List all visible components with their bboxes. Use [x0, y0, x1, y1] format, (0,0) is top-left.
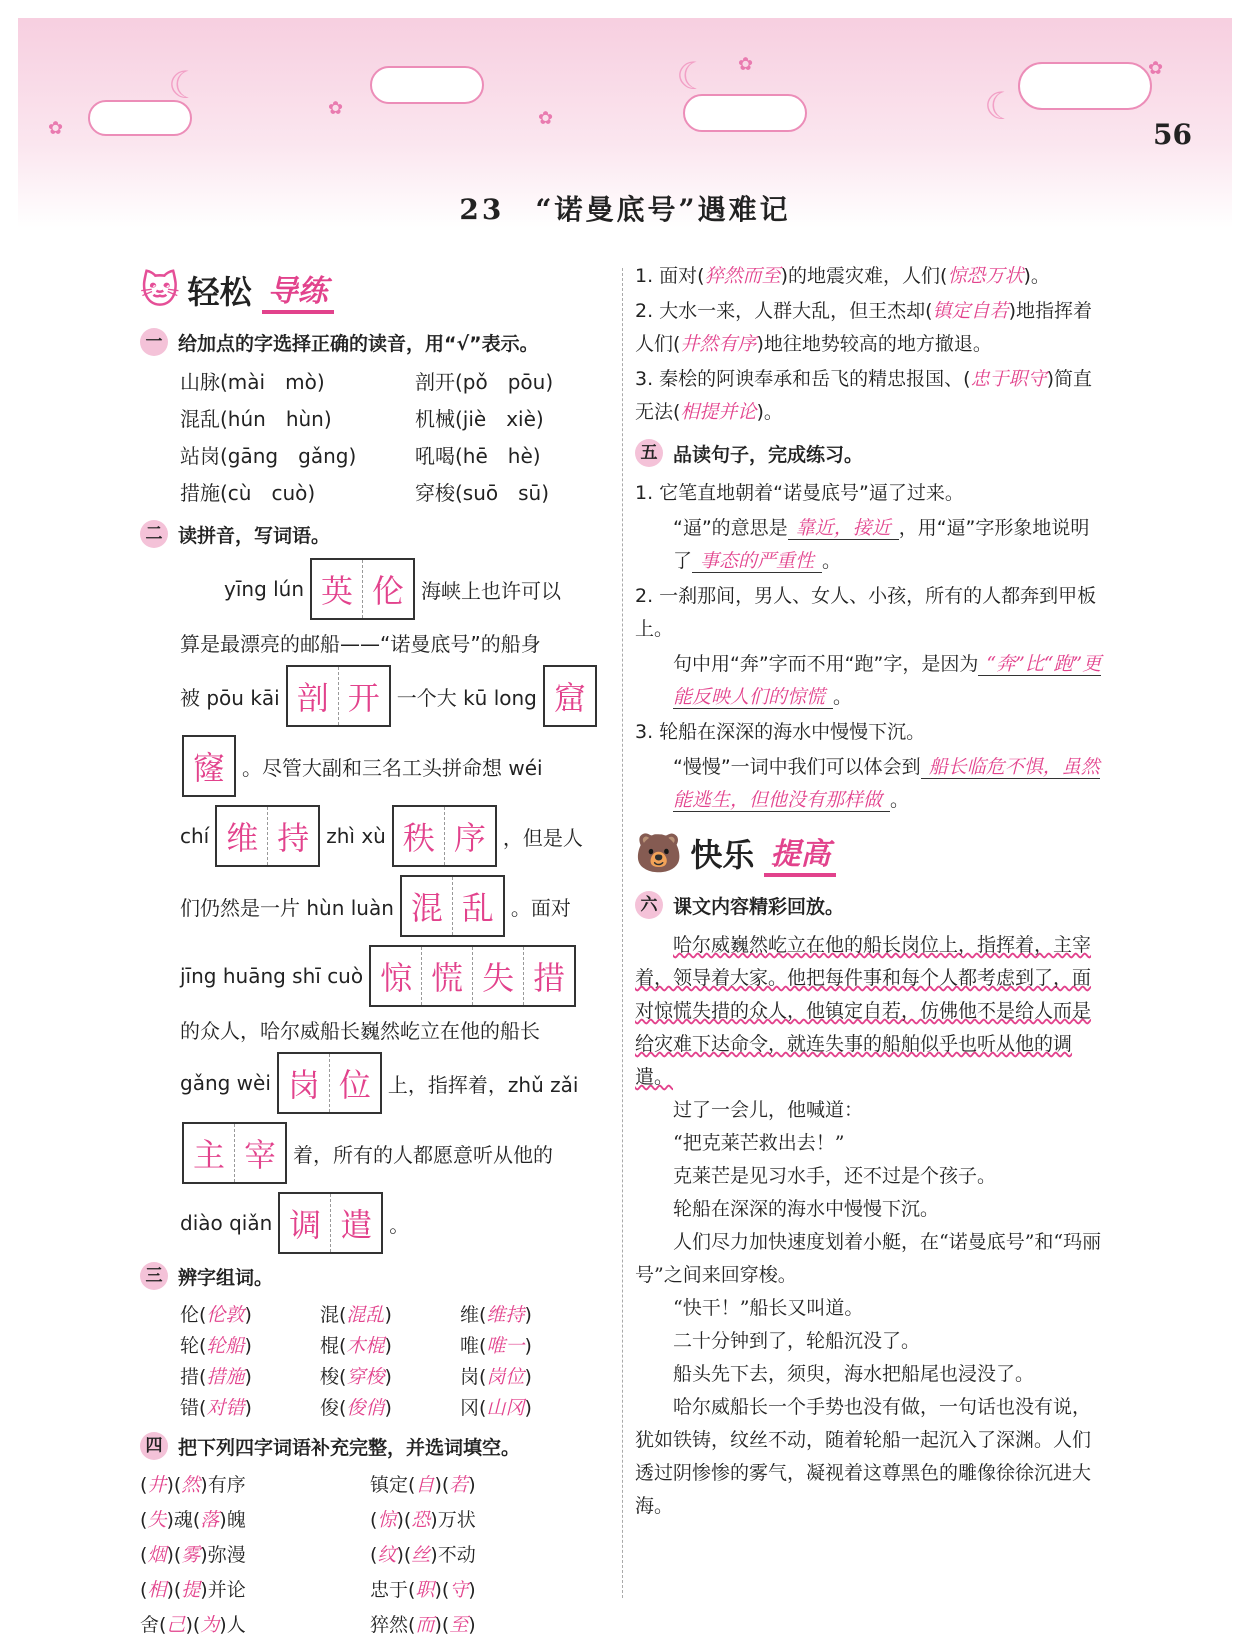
text: 。 — [890, 789, 910, 811]
answer: 穿梭 — [346, 1366, 385, 1388]
char: 宰 — [243, 1136, 276, 1174]
char: 失 — [473, 947, 524, 1005]
text: ，用“逼”字形象地说明了 — [673, 517, 1090, 572]
fill-sentence — [635, 363, 1105, 429]
char: 开 — [347, 679, 380, 717]
moon-icon: ☾ — [676, 54, 711, 98]
char-grid — [310, 558, 415, 620]
answer: 然 — [181, 1474, 201, 1496]
paragraph: 船头先下去，须臾，海水把船尾也浸没了。 — [673, 1363, 1035, 1385]
text: )并论 — [200, 1579, 246, 1601]
paren: ) — [244, 1397, 252, 1419]
idiom-item — [370, 1575, 600, 1602]
char-prefix: 俊( — [320, 1397, 347, 1419]
question: 3. 轮船在深深的海水中慢慢下沉。 — [635, 721, 926, 743]
page-number: 56 — [1153, 118, 1192, 151]
paragraph: 人们尽力加快速度划着小艇，在“诺曼底号”和“玛丽号”之间来回穿梭。 — [635, 1231, 1102, 1286]
idiom-item — [370, 1505, 600, 1532]
text: 舍( — [140, 1614, 167, 1636]
paren: ) — [524, 1397, 532, 1419]
answer: 木棍 — [346, 1335, 385, 1357]
text: ) — [468, 1614, 476, 1636]
text: )不动 — [430, 1544, 476, 1566]
question: 2. 一刹那间，男人、女人、小孩，所有的人都奔到甲板上。 — [635, 585, 1097, 640]
answer: 相 — [147, 1579, 167, 1601]
paren: ) — [524, 1366, 532, 1388]
answer: 混乱 — [346, 1304, 385, 1326]
distinguish-item — [460, 1331, 600, 1358]
paren: ) — [384, 1397, 392, 1419]
text: )( — [396, 1544, 412, 1566]
text: diào qiǎn — [180, 1211, 273, 1235]
answer: 事态的严重性 — [692, 550, 822, 573]
star-icon: ✿ — [738, 54, 754, 75]
section-1-heading — [140, 328, 610, 356]
section-4-heading — [140, 1432, 610, 1460]
char-prefix: 伦( — [180, 1304, 207, 1326]
text: 镇定( — [370, 1474, 416, 1496]
answer: 惊恐万状 — [947, 265, 1024, 287]
idiom-item — [370, 1470, 600, 1497]
section-title: 把下列四字词语补充完整，并选词填空。 — [178, 1436, 521, 1459]
answer: 为 — [200, 1614, 220, 1636]
answer: 维持 — [486, 1304, 525, 1326]
answer: 措施 — [206, 1366, 245, 1388]
text: )( — [185, 1614, 201, 1636]
section-title: 读拼音，写词语。 — [178, 524, 331, 547]
idiom-item — [140, 1575, 370, 1602]
text: )( — [166, 1474, 182, 1496]
text: 上，指挥着，zhǔ zǎi — [387, 1072, 579, 1097]
text: )人 — [219, 1614, 246, 1636]
moon-icon: ☾ — [168, 63, 203, 107]
right-column — [635, 260, 1105, 1523]
banner-title-b: 导练 — [262, 266, 334, 314]
answer: 守 — [449, 1579, 469, 1601]
char-distinguish-list — [140, 1300, 610, 1420]
text: “逼”的意思是 — [673, 517, 788, 539]
char: 主 — [184, 1124, 235, 1182]
char: 剖 — [288, 667, 339, 725]
section-title: 课文内容精彩回放。 — [673, 895, 845, 918]
section-number: 六 — [635, 891, 663, 919]
text: 被 pōu kāi — [180, 685, 280, 710]
answer: 唯一 — [486, 1335, 525, 1357]
answer: 失 — [147, 1509, 167, 1531]
char-grid — [277, 1052, 382, 1114]
char-prefix: 错( — [180, 1397, 207, 1419]
char: 岗 — [279, 1054, 330, 1112]
text: 2. 大水一来，人群大乱，但王杰却( — [635, 300, 933, 322]
lesson-title: 23 “诺曼底号”遇难记 — [459, 193, 791, 226]
paragraph: “快干！”船长又叫道。 — [673, 1297, 864, 1319]
banner-title-a: 轻松 — [187, 273, 252, 311]
text: jīng huāng shī cuò — [180, 964, 364, 988]
text: ( — [140, 1544, 148, 1566]
answer: “奔”比“跑”更能反映人们的惊慌 — [673, 653, 1102, 708]
text: gǎng wèi — [180, 1071, 271, 1095]
char: 混 — [402, 877, 453, 935]
answer: 若 — [449, 1474, 469, 1496]
text: 算是最漂亮的邮船——“诺曼底号”的船身 — [180, 632, 541, 656]
distinguish-item — [320, 1300, 460, 1327]
distinguish-item — [320, 1393, 460, 1420]
distinguish-item — [180, 1362, 320, 1389]
paragraph: 轮船在深深的海水中慢慢下沉。 — [673, 1198, 940, 1220]
paren: ) — [384, 1304, 392, 1326]
text: 。 — [822, 550, 842, 572]
idiom-item — [370, 1540, 600, 1567]
char-grid — [278, 1192, 383, 1254]
idiom-list — [140, 1470, 610, 1637]
section-3-heading — [140, 1262, 610, 1290]
cloud-decoration — [370, 66, 484, 104]
text: )( — [166, 1579, 182, 1601]
answer: 忠于职守 — [970, 368, 1047, 390]
char: 窿 — [192, 749, 225, 787]
distinguish-item — [460, 1362, 600, 1389]
section-number: 四 — [140, 1432, 168, 1460]
answer: 丝 — [411, 1544, 431, 1566]
text: 1. 面对( — [635, 265, 705, 287]
answer: 井 — [147, 1474, 167, 1496]
text: 。面对 — [510, 895, 571, 920]
char: 伦 — [372, 572, 405, 610]
char: 序 — [453, 819, 486, 857]
text: 着，所有的人都愿意听从他的 — [293, 1142, 553, 1167]
pron-item: 山脉(mài mò) — [180, 370, 325, 394]
text: )万状 — [430, 1509, 476, 1531]
answer: 井然有序 — [680, 333, 757, 355]
distinguish-item — [320, 1331, 460, 1358]
answer: 烟 — [147, 1544, 167, 1566]
pinyin-writing — [140, 558, 610, 1254]
section-title: 辨字组词。 — [178, 1266, 274, 1289]
section-number: 二 — [140, 520, 168, 548]
answer: 岗位 — [486, 1366, 525, 1388]
char-grid — [182, 1122, 287, 1184]
text: )( — [434, 1579, 450, 1601]
banner-title-a: 快乐 — [690, 836, 755, 874]
text: 。 — [833, 686, 853, 708]
fill-sentence — [635, 260, 1105, 293]
text: chí — [180, 824, 210, 848]
paren: ) — [384, 1366, 392, 1388]
char: 调 — [280, 1194, 331, 1252]
idiom-item — [140, 1470, 370, 1497]
section-number: 五 — [635, 439, 663, 467]
text-excerpt — [635, 929, 1105, 1523]
text: )地指挥着人们( — [635, 300, 1093, 355]
pron-item: 穿梭(suō sū) — [415, 481, 550, 505]
section-title: 品读句子，完成练习。 — [673, 443, 864, 466]
cat-icon: 🐱 — [140, 268, 180, 312]
cloud-decoration — [683, 94, 807, 132]
answer: 纹 — [377, 1544, 397, 1566]
moon-icon: ☾ — [984, 84, 1019, 128]
char-grid — [543, 665, 597, 727]
text: )有序 — [200, 1474, 246, 1496]
answer: 雾 — [181, 1544, 201, 1566]
paragraph: 哈尔威巍然屹立在他的船长岗位上，指挥着，主宰着，领导着大家。他把每件事和每个人都考虑到了，面对惊慌失措的众人，他镇定自若，仿佛他不是给人而是给灾难下达命令，就连失事的船舶似乎也听从他的调遣。 — [635, 934, 1092, 1088]
distinguish-item — [180, 1393, 320, 1420]
char-prefix: 冈( — [460, 1397, 487, 1419]
text: 句中用“奔”字而不用“跑”字，是因为 — [673, 653, 979, 675]
star-icon: ✿ — [1148, 58, 1164, 79]
distinguish-item — [460, 1300, 600, 1327]
sentence-reading — [635, 477, 1105, 817]
answer: 山冈 — [486, 1397, 525, 1419]
answer: 镇定自若 — [932, 300, 1009, 322]
text: ( — [370, 1509, 378, 1531]
char-prefix: 混( — [320, 1304, 347, 1326]
star-icon: ✿ — [538, 108, 554, 129]
answer: 相提并论 — [680, 401, 757, 423]
banner-title-b: 提高 — [764, 829, 836, 877]
text: ) — [468, 1579, 476, 1601]
paren: ) — [384, 1335, 392, 1357]
char: 乱 — [461, 889, 494, 927]
char-grid — [369, 945, 576, 1007]
char: 位 — [338, 1066, 371, 1104]
answer: 落 — [200, 1509, 220, 1531]
cloud-decoration — [1018, 62, 1152, 110]
text: 一个大 kū long — [396, 685, 537, 710]
paren: ) — [244, 1304, 252, 1326]
answer: 提 — [181, 1579, 201, 1601]
answer: 惊 — [377, 1509, 397, 1531]
left-column — [140, 260, 610, 1637]
section-5-heading — [635, 439, 1105, 467]
text: )弥漫 — [200, 1544, 246, 1566]
idiom-item — [370, 1610, 600, 1637]
question: 1. 它笔直地朝着“诺曼底号”逼了过来。 — [635, 482, 964, 504]
paragraph: 哈尔威船长一个手势也没有做，一句话也没有说，犹如铁铸，纹丝不动，随着轮船一起沉入了深渊。人们透过阴惨惨的雾气，凝视着这尊黑色的雕像徐徐沉进大海。 — [635, 1396, 1092, 1517]
text: )。 — [1023, 265, 1050, 287]
char-grid — [215, 805, 320, 867]
text: zhì xù — [326, 824, 386, 848]
pron-item: 混乱(hún hùn) — [180, 407, 332, 431]
text: )( — [434, 1474, 450, 1496]
char: 维 — [217, 807, 268, 865]
paragraph: 克莱芒是见习水手，还不过是个孩子。 — [673, 1165, 997, 1187]
text: 忠于( — [370, 1579, 416, 1601]
paragraph: “把克莱芒救出去！” — [673, 1132, 845, 1154]
text: )简直无法( — [635, 368, 1093, 423]
char-grid — [286, 665, 391, 727]
banner-qingsong — [140, 260, 610, 320]
paren: ) — [244, 1335, 252, 1357]
section-title: 给加点的字选择正确的读音，用“√”表示。 — [178, 332, 539, 355]
fill-in-sentences — [635, 260, 1105, 429]
char: 秩 — [394, 807, 445, 865]
answer: 靠近，接近 — [788, 517, 899, 540]
answer: 而 — [415, 1614, 435, 1636]
char: 持 — [277, 819, 310, 857]
answer: 伦敦 — [206, 1304, 245, 1326]
char-grid — [182, 735, 236, 797]
text: ( — [140, 1509, 148, 1531]
text: )。 — [756, 401, 783, 423]
answer: 恐 — [411, 1509, 431, 1531]
answer: 对错 — [206, 1397, 245, 1419]
text: 。 — [389, 1212, 410, 1237]
paren: ) — [524, 1304, 532, 1326]
section-6-heading — [635, 891, 1105, 919]
char-prefix: 维( — [460, 1304, 487, 1326]
pron-item: 机械(jiè xiè) — [415, 407, 544, 431]
text: ( — [370, 1544, 378, 1566]
char: 遣 — [340, 1206, 373, 1244]
answer: 轮船 — [206, 1335, 245, 1357]
paren: ) — [244, 1366, 252, 1388]
answer: 自 — [415, 1474, 435, 1496]
idiom-item — [140, 1505, 370, 1532]
bear-icon: 🐻 — [635, 830, 683, 875]
text: )( — [166, 1544, 182, 1566]
text: )( — [396, 1509, 412, 1531]
char-prefix: 岗( — [460, 1366, 487, 1388]
answer: 至 — [449, 1614, 469, 1636]
answer: 猝然而至 — [704, 265, 781, 287]
answer: 船长临危不惧，虽然能逃生，但他没有那样做 — [673, 756, 1100, 811]
pron-item: 站岗(gāng gǎng) — [180, 444, 357, 468]
text: “慢慢”一词中我们可以体会到 — [673, 756, 921, 778]
char-prefix: 棍( — [320, 1335, 347, 1357]
idiom-item — [140, 1610, 370, 1637]
char: 措 — [533, 959, 566, 997]
text: 猝然( — [370, 1614, 416, 1636]
section-number: 一 — [140, 328, 168, 356]
answer: 俊俏 — [346, 1397, 385, 1419]
char: 窟 — [553, 679, 586, 717]
pinyin: yīng lún — [224, 577, 305, 601]
section-2-heading — [140, 520, 610, 548]
text: 的众人，哈尔威船长巍然屹立在他的船长 — [180, 1019, 540, 1043]
distinguish-item — [320, 1362, 460, 1389]
distinguish-item — [180, 1331, 320, 1358]
banner-kuaile — [635, 823, 1105, 883]
text: 们仍然是一片 hùn luàn — [180, 895, 394, 920]
star-icon: ✿ — [328, 98, 344, 119]
pron-item: 剖开(pǒ pōu) — [415, 370, 554, 394]
text: 海峡上也许可以 — [421, 578, 562, 603]
char: 惊 — [371, 947, 422, 1005]
distinguish-item — [180, 1300, 320, 1327]
pron-item: 吼喝(hē hè) — [415, 444, 541, 468]
text: 。尽管大副和三名工头拼命想 wéi — [242, 755, 543, 780]
text: )魂( — [166, 1509, 201, 1531]
paren: ) — [524, 1335, 532, 1357]
char-prefix: 轮( — [180, 1335, 207, 1357]
pron-item: 措施(cù cuò) — [180, 481, 316, 505]
star-icon: ✿ — [48, 118, 64, 139]
fill-sentence — [635, 295, 1105, 361]
text: )地往地势较高的地方撤退。 — [756, 333, 992, 355]
char-grid — [400, 875, 505, 937]
pronunciation-list — [140, 366, 610, 506]
char-prefix: 梭( — [320, 1366, 347, 1388]
text: 3. 秦桧的阿谀奉承和岳飞的精忠报国、( — [635, 368, 971, 390]
text: )( — [434, 1614, 450, 1636]
idiom-item — [140, 1540, 370, 1567]
text: ，但是人 — [502, 825, 583, 850]
text: ( — [140, 1579, 148, 1601]
char-prefix: 唯( — [460, 1335, 487, 1357]
text: )魄 — [219, 1509, 246, 1531]
answer: 己 — [166, 1614, 186, 1636]
char: 英 — [312, 560, 363, 618]
paragraph: 二十分钟到了，轮船沉没了。 — [673, 1330, 921, 1352]
answer: 职 — [415, 1579, 435, 1601]
text: ) — [468, 1474, 476, 1496]
text: )的地震灾难，人们( — [780, 265, 948, 287]
section-number: 三 — [140, 1262, 168, 1290]
distinguish-item — [460, 1393, 600, 1420]
text: ( — [140, 1474, 148, 1496]
char: 慌 — [422, 947, 473, 1005]
paragraph: 过了一会儿，他喊道： — [673, 1099, 864, 1121]
char-grid — [392, 805, 497, 867]
char-prefix: 措( — [180, 1366, 207, 1388]
